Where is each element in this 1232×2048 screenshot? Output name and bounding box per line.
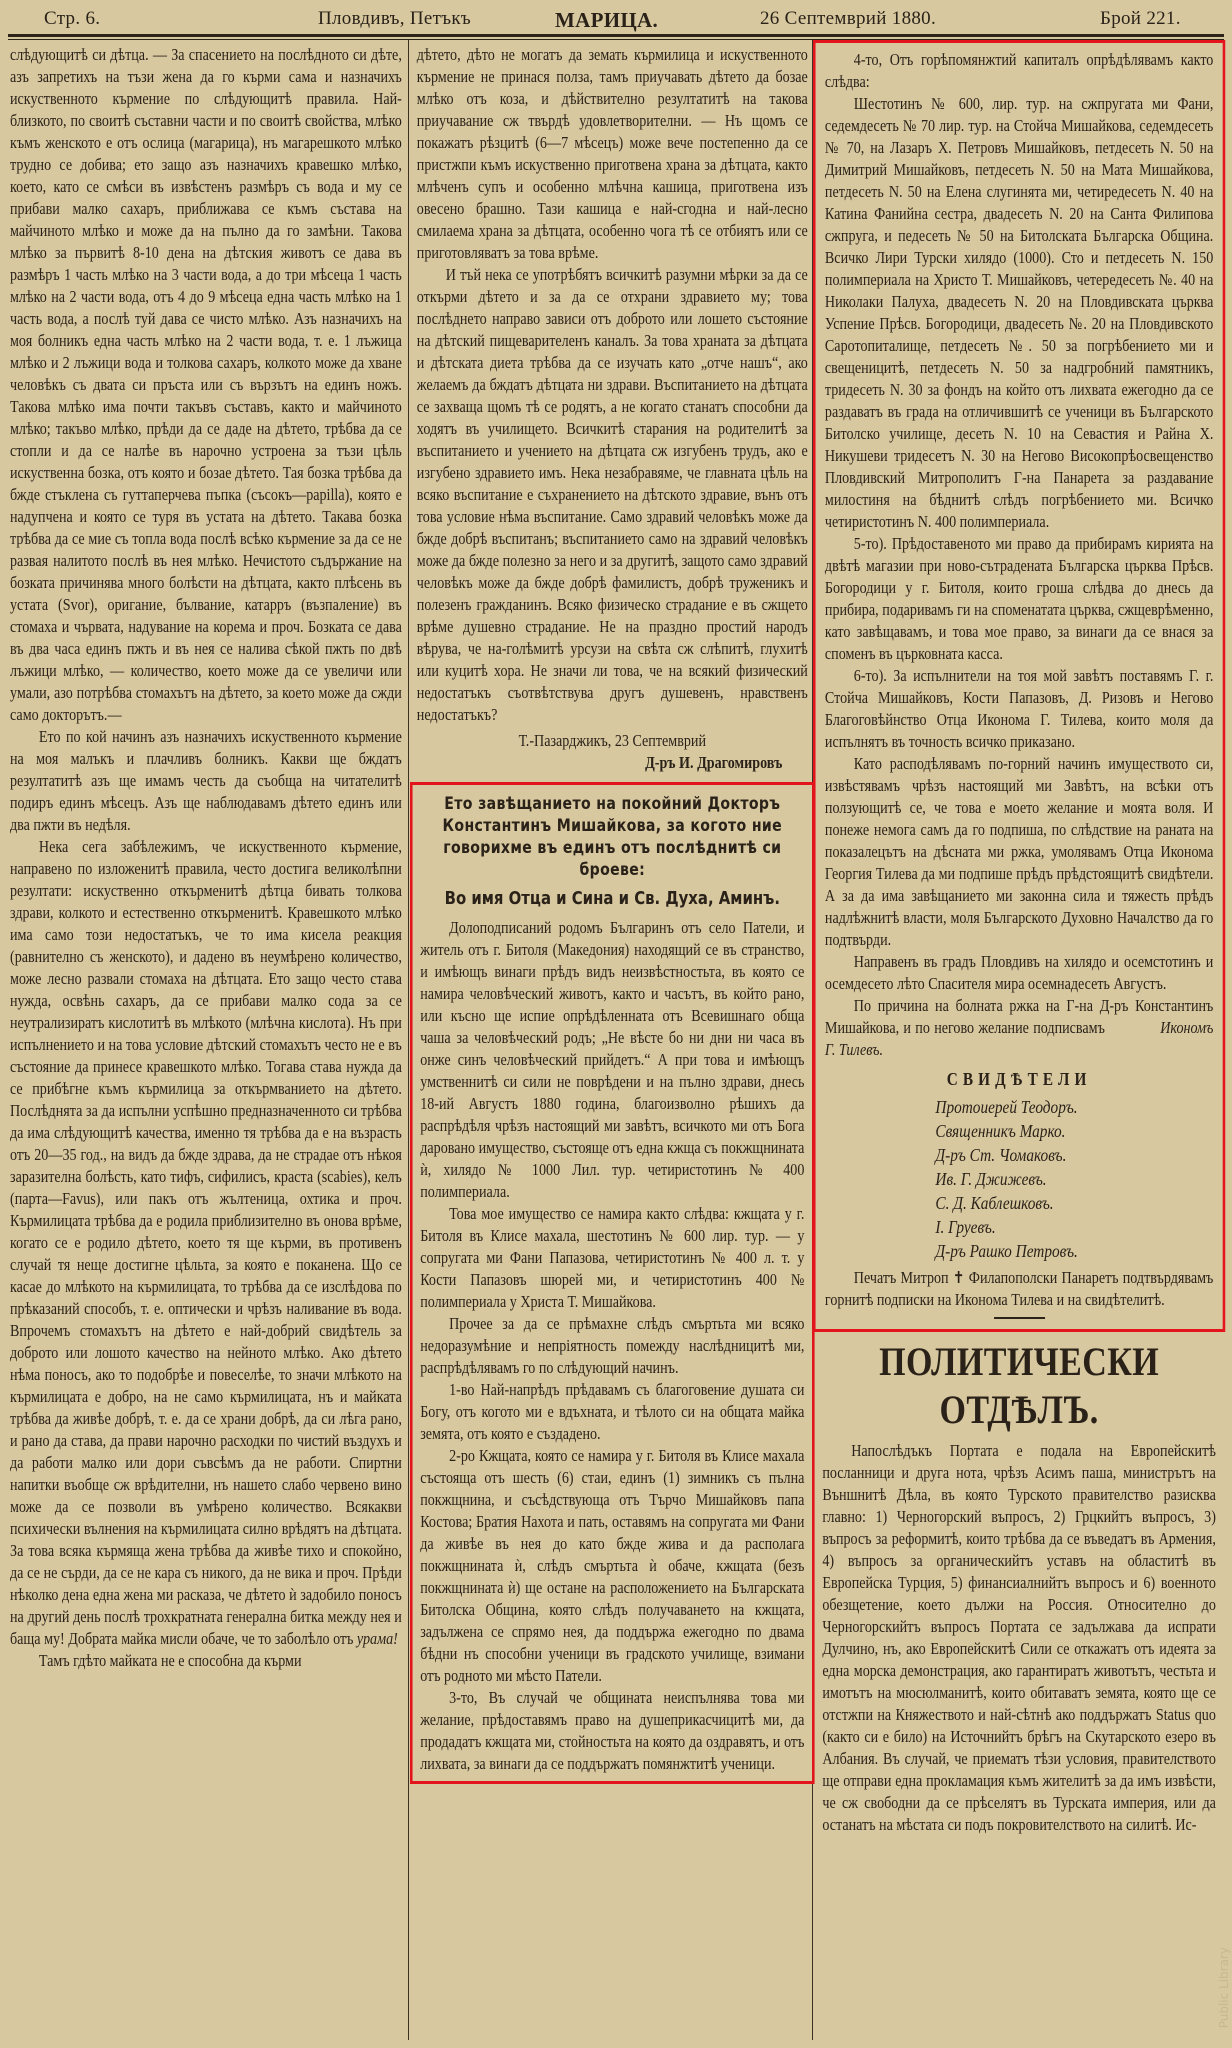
will-heading: Ето завѣщанието на покойний Докторъ Константинъ Мишайкова, за когото ние говорихме въ единъ отъ послѣднитѣ си броеве: — [442, 794, 783, 879]
witness-name: Протоиерей Теодоръ. — [935, 1097, 1078, 1117]
column-1-article — [10, 44, 402, 1672]
will-continued-highlight-box — [813, 40, 1225, 1332]
section-heading: ПОЛИТИЧЕСКИ ОТДѢЛЪ. — [879, 1339, 1160, 1432]
newspaper-title: МАРИЦА. — [555, 8, 658, 32]
paragraph: 2-ро Кжщата, която се намира у г. Битоля въ Клисе махала състояща отъ шесть (6) стаи, единъ (1) зимникъ съ пълна покжщнина, и съсѣдствующа отъ Търчо Мишайковъ папа Костова; Братия Нахота и пать, оставямъ на сопругата ми Фани да живѣе въ нея до като бжде жива и да располага покжщнината ѝ, слѣдъ смъртьта ѝ обаче, кжщата (безъ покжщнината ѝ) ще остане на расположението на Българската Битолска Община, която слѣдъ получаването на кжщата, задължена се спрямо нея, да поддържа ежегодно по двама бѣдни нъ способни ученици въ градското училище, взимани отъ родното ми мѣсто Патели. — [420, 1446, 805, 1685]
paragraph: 5-то). Прѣдоставеното ми право да прибирамъ кирията на двѣтѣ магазии при ново-сътрадената Българска църква Прѣсв. Богородици у г. Битоля, които гроша слѣдва до днесь да прибира, подаривамъ ги на споменатата църква, сжщеврѣменно, като завѣщавамъ, и това мое право, за винаги да се внася за споменъ въ църковната касса. — [824, 534, 1214, 663]
witnesses-title: СВИДѢТЕЛИ — [946, 1069, 1092, 1089]
watermark: Public Library — [1217, 1946, 1231, 2028]
paragraph: Напослѣдъкъ Портата е подала на Европейскитѣ посланници и друга нота, чрѣзъ Асимъ паша, министрътъ на Външнитѣ Дѣла, въ която Турското правителство разисква главно: 1) Черногорский въпросъ, 2) Грцкийтъ въпросъ, 3) въпросъ за реформитѣ, които трѣбва да се въведатъ въ Армения, 4) въпросъ за органическийтъ уставъ на областитѣ въ Европейска Турция, 5) финансиалнийтъ въпросъ и 6) военното обезщетение, което дължи на Россия. Относително до Черногорскийтъ въпросъ Портата се задължава да испрати Дулчино, нъ, ако Европейскитѣ Сили се откажатъ отъ идеята за една морска демонстрация, ако гарантиратъ животътъ, честьта и имотътъ на мюсюлманитѣ, които обитаватъ земята, която ще се отстжпи на Княжеството и най-сѣтнѣ ако поддържатъ Status quo (както си е било) на Источнийтъ брѣгъ на Скутарското езеро въ Албания. Въ случай, че приематъ тѣзи условия, правителството ще отправи една прокламация къмъ жителитѣ за да имъ извѣсти, че сж свободни да се прѣселятъ въ Турската империя, или да останатъ на мѣстата си подъ покровителството на силитѣ. Ис- — [822, 1441, 1216, 1834]
masthead — [0, 0, 1232, 40]
column-2-article — [410, 44, 815, 774]
paragraph: слѣдующитѣ си дѣтца. — За спасението на послѣдното си дѣте, азъ запретихъ на тъзи жена да го кърми сама и назначихъ искуственното кърмение по слѣдующитѣ правила. Най-близкото, по своитѣ съставни части и по своитѣ свойства, млѣко къмъ женското е отъ ослица (магарица), нъ магарешкото млѣко трудно се добива; ето защо азъ назначихъ кравешко млѣко, което, като се смѣси въ извѣстенъ размѣръ съ вода и му се прибави малко сахаръ, приближава се къмъ състава на майчиното млѣко и може да на пълно да го замѣни. Такова млѣко за първитѣ 8-10 дена на дѣтския животъ се дава въ размѣръ 1 часть млѣко на 3 части вода, а до три мѣсеца 1 часть млѣко на 2 части вода, отъ 4 до 9 мѣсеца една часть млѣко на 1 часть вода, а послѣ туй дава се чисто млѣко. Азъ назначихъ на моя болникъ една часть млѣко на 2 части вода, т. е. 1 лъжица млѣко и 2 лъжици вода и толкова сахаръ, колкото може да хване человѣкъ съ двата си пръста или съ вързътъ на единъ ножъ. Такова млѣко има почти такъвъ съставъ, както и майчиното млѣко; такъво млѣко, прѣди да се даде на дѣтето, трѣбва да се стопли и да се налѣе въ нарочно устроена за тъзи цѣль искуственна бозка, отъ която и бозае дѣтето. Тая бозка трѣбва да бжде стъклена съ гуттаперчева пъпка (съсокъ—papilla), която е надупчена и която се туря въ устата на дѣтето. Такава бозка трѣбва да се мие съ топла вода послѣ всѣко кърмение за да се не развая налитото послѣ въ нея млѣко. Нечистото съдържание на бозката причинява много болѣсти на дѣтцата, както плѣсень въ устата (Svor), оригание, бълвание, катарръ (възпаление) въ стомаха и чървата, надувание на корема и проч. Бозката се дава въ два часа единъ пжть и въ нея се налива сѣкой пжть по двѣ лъжици млѣко, — количество, което може да се увеличи или умали, азо потрѣбва стомахътъ на дѣтето, за което може да сжди само докторътъ.— — [10, 45, 402, 724]
paragraph: 6-то). За испълнители на тоя мой завѣтъ поставямъ Г. г. Стойча Мишайковъ, Кости Папазовъ, Д. Ризовъ и Негово Благоговѣйнство Отца Иконома Г. Тилева, които моля да испълнятъ въ точность всичко приказано. — [824, 666, 1214, 751]
issue-date: 26 Септемврий 1880. — [760, 8, 937, 29]
column-2 — [410, 44, 815, 1784]
paragraph: Нека сега забѣлежимъ, че искуственното кърмение, направено по изложенитѣ правила, често достига великолѣпни резултати: искуственно откърменитѣ дѣтца бивать толкова здрави, колкото и естественно откърменитѣ. Кравешкото млѣко има само този недостатъкъ, че то има кисела реакция (равнително съ женското), и дадено въ неумѣрено количество, може лесно развали стомаха на дѣтцата. Ето защо често става нужда, освѣнь сахаръ, да се прибави малко сода за се неутрализиратъ кислотитѣ въ млѣкото (млѣчна кислота). Нъ при испълнението и на това условие дѣтский стомахътъ често не е въ състояние да принесе кравешкото млѣко. Тогава става нужда да се прибѣгне къмъ кърмилица за откърмванието на дѣтето. Послѣднята за да испълни успѣшно предназначенното си трѣбва да има слѣдующитѣ качества, именно тя трѣбва да е на възрасть отъ 20—35 год., на видъ да бжде здрава, да не страдае отъ нѣкоя заразителна болѣсть, като тифъ, сифилисъ, краста (scabies), келъ (парта—Favus), или пакъ отъ жълтеница, охтика и проч. Кърмилицата трѣбва да е родила приблизително въ онова врѣме, когато се е родило дѣтето, което тя ще кърми, въ противенъ случай тя неще достигне цѣльта, за която е поканена. Що се касае до млѣкото на кърмилицата, то трѣбва да се изслѣдова по прѣказаний способъ, т. е. оптически и чрѣзъ наливание въ вода. Впрочемъ стомахътъ на дѣтето е най-добрий свидѣтель за доброто или лошото качество на нейното млѣко. Ако дѣтето нѣма поносъ, ако то подобрѣе и повеселѣе, то значи млѣкото на кърмилицата е добро, на не само кърмилицата, нъ и майката трѣбва да живѣе добрѣ, т. е. да се храни добрѣ, да си лѣга рано, и рано да става, да прави нарочно расходки по чистий въздухъ и да работи малко или дори съвсѣмъ да не работи. Спиртни напитки въобще сж врѣдителни, нъ нашето слабо червено вино може да се позволи въ умѣрено количество. Всякакви психически вълнения на кърмилицата силно врѣдятъ на дѣтцата. За това всяка кърмяща жена трѣбва да живѣе тихо и спокойно, да се не сърди, да се не кара съ никого, да не вика и проч. Прѣди нѣколко дена една жена ми расказа, че дѣтето ѝ задобило поносъ на другий день послѣ трохкратната генерална битка между нея и баща му! Добрата майка мисли обаче, че то заболѣло отъ — [10, 837, 402, 1648]
paragraph: И тъй нека се употрѣбятъ всичкитѣ разумни мѣрки за да се откърми дѣтето и за да се отхрани здравието му; това послѣднето направо зависи отъ доброто или лошето състояние на дѣтский пищеварителенъ каналъ. За това храната за дѣтцата и дѣтската диета трѣбва да се изучать като „отче нашъ“, ако желаемъ да бждатъ дѣтцата ни здрави. Въспитанието на дѣтцата се захваща щомъ тѣ се родятъ, а не когато станатъ способни да ходятъ въ училището. Всичкитѣ старания на родителитѣ за въспитанието и учението на дѣтцата сж изгубенъ трудъ, ако е изгубено здравието имъ. Нека незабравяме, че главната цѣль на всяко въспитание е съхранението на дѣтското здравие, вънъ отъ това условие нѣма въспитание. Само здравий человѣкъ може да бжде добрѣ въспитанъ; въспитанието само на здравий человѣкъ може да бжде полезно за него и за другитѣ, защото само здравий человѣкъ може да бжде добрѣ фамилистъ, добрѣ труженикъ и полезенъ гражданинъ. Всяко физическо страдание е въ сжщето врѣме душевно страдание. Не на праздно простий народъ вѣрува, че на-голѣмитѣ урсузи на свѣта сж слѣпитѣ, глухитѣ или куцитѣ хора. Не значи ли това, че на всякий физический недостатъкъ съотвѣтствува другъ душевенъ, нравственъ недостатъкъ? — [416, 265, 808, 724]
column-divider — [408, 40, 409, 2040]
italic-word: урама! — [356, 1629, 398, 1648]
column-3 — [813, 40, 1225, 1836]
paragraph: Шестотинъ № 600, лир. тур. на сжпругата ми Фани, седемдесеть № 70 лир. тур. на Стойча Мишайкова, седемдесеть № 70, на Лазаръ Х. Петровъ Мишайковъ, петдесеть N. 50 на Димитрий Мишайковъ, петдесеть N. 50 на Мата Мишайкова, петдесеть N. 50 на Елена слугинята ми, четиредесеть N. 40 на Катина Фанийна сестра, двадесеть N. 20 на Санта Филипова сжпруга, и педесеть № 50 на Битолската Българска Община. Всичко Лири Турски хилядо (1000). Сто и петдесеть N. 150 полимпериала на Христо Т. Мишайковъ, четередесеть №. 40 на Николаки Палуха, двадесеть N. 20 на Пловдивската църква Успение Прѣсв. Богородици, двадесеть №. 20 на Пловдивското Саротопиталище, петдесеть №. 50 за погрѣбението ми и свещеницитѣ, петдесеть N. 50 за надгробний памятникъ, тридесеть N. 30 за фондъ на който отъ лихвата ежегодно да се раздаватъ въ града на отличившитѣ се ученици въ Българското Битолско училище, десеть N. 10 на Севастия и Райна Х. Никушеви тридесетъ N. 30 на Негово Високопрѣосвещенство Пловдивский Митрополитъ Г-на Панарета за раздавание милостиня на бѣднитѣ слѣдъ погрѣбението ми. Всичко четиристотинъ N. 400 полимпериала. — [824, 94, 1214, 531]
signer-name: Икономъ Г. Тилевъ. — [824, 1018, 1214, 1059]
witness-name: Д-ръ Ст. Чомаковъ. — [935, 1145, 1067, 1165]
will-highlight-box — [410, 782, 815, 1784]
seal-confirmation: Печатъ Митроп ✝ Филапополски Панаретъ подтвърдявамъ горнитѣ подписки на Иконома Тилева и на свидѣтелитѣ. — [824, 1268, 1214, 1309]
paragraph: Прочее за да се прѣмахне слѣдъ смъртьта ми всяко недоразумѣние и непріятность помежду наслѣдницитѣ ми, распрѣдѣлявамъ го по слѣдующий начинъ. — [420, 1314, 805, 1377]
paragraph: Ето по кой начинъ азъ назначихъ искуственното кърмение на моя малъкъ и плачливъ болникъ. Какви ще бждатъ резултатитѣ азъ ще имамъ честь да съобща на читателитѣ подиръ единъ мѣсецъ. Азъ ще наблюдавамъ дѣтето единъ или два пжти въ недѣля. — [10, 727, 402, 834]
section-rule — [994, 1317, 1045, 1319]
paragraph: Тамъ гдѣто майката не е способна да кърми — [38, 1651, 302, 1670]
witness-name: С. Д. Каблешковъ. — [935, 1193, 1054, 1213]
paragraph: Направенъ въ градъ Пловдивъ на хилядо и осемстотинъ и осемдесето лѣто Спасителя мира осемнадесеть Августъ. — [824, 952, 1214, 993]
paragraph: Като расподѣлявамъ по-горний начинъ имуществото си, извѣстявамъ чрѣзъ настоящий ми Завѣтъ, на всѣки отъ ползующитѣ се, че това е моето желание и моята воля. И понеже немога самъ да го подпиша, по слѣдствие на раната на показалецътъ на дѣсната ми ржка, умолявамъ Отца Иконома Георгия Тилева да ми подпише прѣдъ прѣдстоящитѣ свидѣтели. А за да има завѣщанието ми законна сила и тяжесть прѣдъ надлѣжнитѣ власти, моля Българското Духовно Началство да го подтвърди. — [824, 754, 1214, 949]
witness-name: Ив. Г. Джижевъ. — [935, 1169, 1047, 1189]
paragraph: 3-то, Въ случай че общината неиспълнява това ми желание, прѣдоставямъ право на душеприкасчицитѣ ми, да продадатъ кжщата ми, стойностьта на която да оздравятъ, и отъ лихвата, за винаги да се поддържатъ помянжтитѣ ученици. — [420, 1688, 805, 1773]
paragraph: Това мое имущество се намира както слѣдва: кжщата у г. Битоля въ Клисе махала, шестотинъ № 600 лир. тур. — у сопругата ми Фани Папазова, четиристотинъ № 400 л. т. у Кости Папазовъ шюрей ми, и четиристотинъ 400 № полимпериала у Христа Т. Мишайкова. — [420, 1204, 805, 1311]
author-signature: Д-ръ И. Драгомировъ — [645, 753, 783, 772]
witness-name: I. Груевъ. — [935, 1217, 996, 1237]
paragraph: 4-то, Отъ горѣпомянжтий капиталъ опрѣдѣлявамъ както слѣдва: — [824, 50, 1214, 91]
witness-name: Д-ръ Рашко Петровъ. — [935, 1241, 1078, 1261]
issue-number: Брой 221. — [1100, 8, 1181, 29]
paragraph: 1-во Най-напрѣдъ прѣдавамъ съ благоговение душата си Богу, отъ когото ми е вдъхната, и тѣлото си на общата майка земята, отъ която е създадено. — [420, 1380, 805, 1443]
place-day: Пловдивъ, Петъкъ — [318, 8, 471, 29]
dateline: Т.-Пазарджикъ, 23 Септемврий — [518, 731, 707, 750]
paragraph: Долоподписаний родомъ Българинъ отъ село Патели, и житель отъ г. Битоля (Македония) находящий се въ странство, и имѣющъ винаги прѣдъ видъ неизвѣстностьта, въ която се намира человѣческий животъ, както и часътъ, въ който рано, или късно ще испие опрѣдѣленната отъ Всевишнаго обща чаша за человѣческий родъ; „Не вѣсте бо ни дни ни часа въ онже синъ человѣческий прийдетъ.“ А при това и имѣющъ умственнитѣ си сили не поврѣдени и на пълно здрави, днесь 18-ий Августъ 1880 година, благоизволно рѣшихъ да распрѣдѣля чрѣзъ настоящий ми завѣтъ, всичкото ми отъ Бога дарованo имущество, състояще отъ една кжща съ покжщнината ѝ, хилядо № 1000 Лил. тур. четиристотинъ № 400 полимпериала. — [420, 918, 805, 1201]
page-number: Стр. 6. — [44, 8, 101, 29]
paragraph: дѣтето, дѣто не могатъ да земать кърмилица и искуственното кърмение не принася полза, тамъ приучавать дѣтето да бозае млѣко отъ коза, и дѣйствително резултатитѣ на такова приучавание сж твърдѣ удовлетворителни. — Нъ щомъ се покажатъ рѣзцитѣ (6—7 мѣсецъ) може вече постепенно да се пристжпи къмъ искуственно приготвена храна за дѣтцата, както млѣченъ супъ и особенно млѣчна кашица, приготвена изъ овесено брашно. Тази кашица е най-сгодна и най-лесно смилаема храна за дѣтцата, особенно чога тѣ се отбиятъ или се приготовляватъ за това врѣме. — [416, 45, 808, 262]
witness-name: Священникъ Марко. — [935, 1121, 1066, 1141]
will-invocation: Во имя Отца и Сина и Св. Духа, Аминъ. — [444, 889, 780, 909]
paragraph: По причина на болната ржка на Г-на Д-ръ Константинъ Мишайкова, и по негово желание подписвамъ — [824, 996, 1214, 1037]
political-section — [813, 1338, 1225, 1836]
